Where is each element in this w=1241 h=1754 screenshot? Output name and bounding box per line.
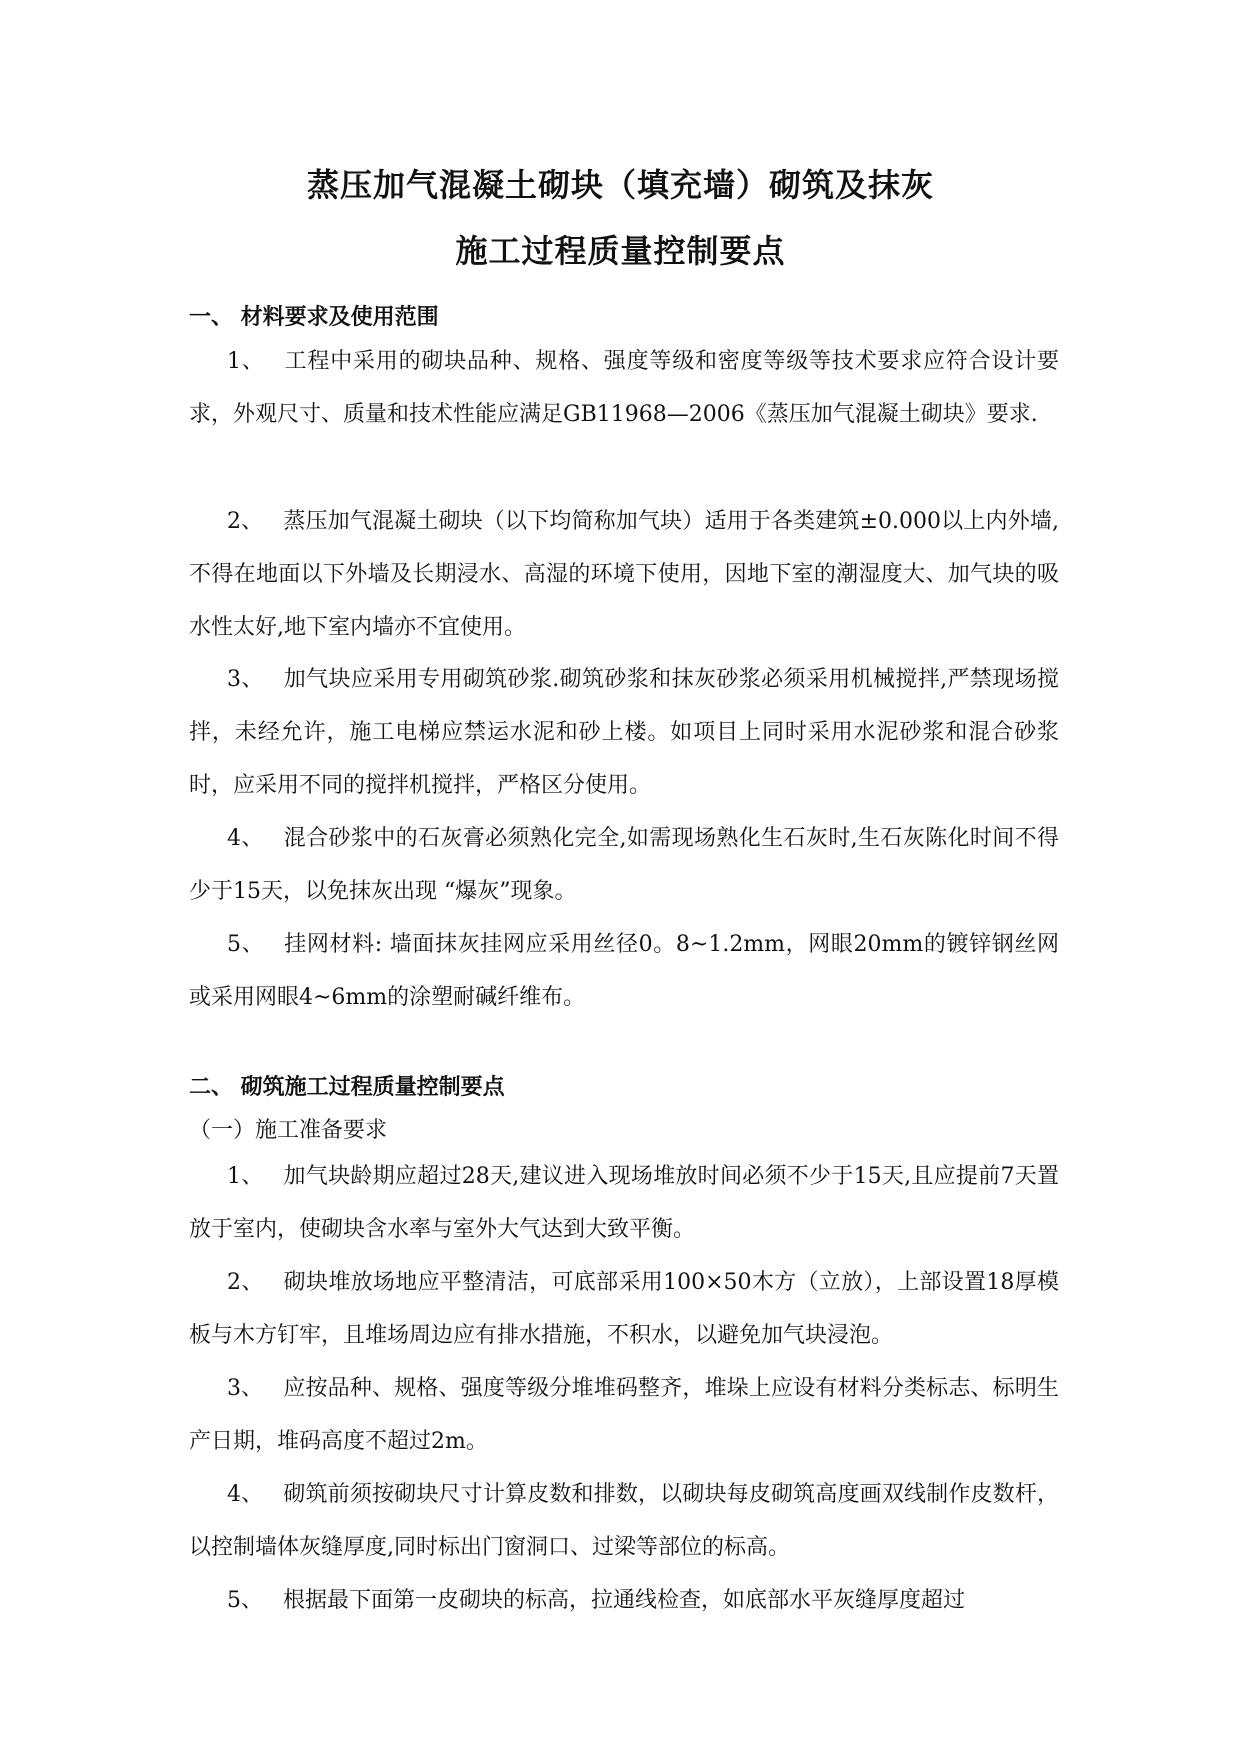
item-text: 应按品种、规格、强度等级分堆堆码整齐，堆垛上应设有材料分类标志、标明生产日期，堆码高度不超过2m。 bbox=[189, 1376, 1059, 1454]
item-text: 砌筑前须按砌块尺寸计算皮数和排数，以砌块每皮砌筑高度画双线制作皮数杆，以控制墙体灰缝厚度,同时标出门窗洞口、过梁等部位的标高。 bbox=[189, 1482, 1059, 1560]
item-number: 1、 bbox=[227, 1164, 264, 1189]
document-title: 蒸压加气混凝土砌块（填充墙）砌筑及抹灰 bbox=[306, 166, 934, 204]
item-number: 4、 bbox=[227, 826, 264, 851]
item-number: 4、 bbox=[227, 1482, 264, 1507]
item-number: 1、 bbox=[227, 349, 265, 374]
section-1-item-2 bbox=[189, 495, 1059, 654]
item-text: 混合砂浆中的石灰膏必须熟化完全,如需现场熟化生石灰时,生石灰陈化时间不得少于15天，以免抹灰出现 “爆灰”现象。 bbox=[189, 826, 1059, 904]
section-2-item-4 bbox=[189, 1468, 1059, 1574]
item-number: 3、 bbox=[227, 667, 264, 692]
item-number: 2、 bbox=[227, 509, 264, 534]
section-2-item-3 bbox=[189, 1362, 1059, 1468]
section-2-item-2 bbox=[189, 1256, 1059, 1362]
item-text: 根据最下面第一皮砌块的标高，拉通线检查，如底部水平灰缝厚度超过 bbox=[283, 1588, 966, 1613]
item-text: 加气块应采用专用砌筑砂浆.砌筑砂浆和抹灰砂浆必须采用机械搅拌,严禁现场搅拌，未经允许，施工电梯应禁运水泥和砂上楼。如项目上同时采用水泥砂浆和混合砂浆时，应采用不同的搅拌机搅拌，严格区分使用。 bbox=[189, 667, 1059, 798]
section-2-subheading: （一）施工准备要求 bbox=[189, 1118, 388, 1143]
item-number: 3、 bbox=[227, 1376, 264, 1401]
section-2-item-5 bbox=[189, 1574, 1059, 1627]
item-number: 5、 bbox=[227, 1588, 263, 1613]
section-1-heading: 一、 材料要求及使用范围 bbox=[189, 305, 439, 330]
item-text: 加气块龄期应超过28天,建议进入现场堆放时间必须不少于15天,且应提前7天置放于室内，使砌块含水率与室外大气达到大致平衡。 bbox=[189, 1164, 1059, 1242]
item-number: 2、 bbox=[227, 1270, 264, 1295]
item-text: 挂网材料: 墙面抹灰挂网应采用丝径0。8~1.2mm，网眼20mm的镀锌钢丝网或采用网眼4~6mm的涂塑耐碱纤维布。 bbox=[189, 932, 1059, 1010]
item-number: 5、 bbox=[227, 932, 265, 957]
item-text: 蒸压加气混凝土砌块（以下均简称加气块）适用于各类建筑±0.000以上内外墙,不得在地面以下外墙及长期浸水、高湿的环境下使用，因地下室的潮湿度大、加气块的吸水性太好,地下室内墙亦不宜使用。 bbox=[189, 509, 1059, 640]
item-text: 工程中采用的砌块品种、规格、强度等级和密度等级等技术要求应符合设计要求，外观尺寸、质量和技术性能应满足GB11968—2006《蒸压加气混凝土砌块》要求. bbox=[189, 349, 1059, 427]
item-text: 砌块堆放场地应平整清洁，可底部采用100×50木方（立放），上部设置18厚模板与木方钉牢，且堆场周边应有排水措施，不积水，以避免加气块浸泡。 bbox=[189, 1270, 1059, 1348]
section-1-item-5 bbox=[189, 918, 1059, 1024]
section-2-item-1 bbox=[189, 1150, 1059, 1256]
section-1-item-3 bbox=[189, 653, 1059, 812]
section-1-item-1 bbox=[189, 335, 1059, 441]
section-2-heading: 二、 砌筑施工过程质量控制要点 bbox=[189, 1075, 505, 1100]
section-1-item-4 bbox=[189, 812, 1059, 918]
document-subtitle: 施工过程质量控制要点 bbox=[455, 232, 786, 270]
